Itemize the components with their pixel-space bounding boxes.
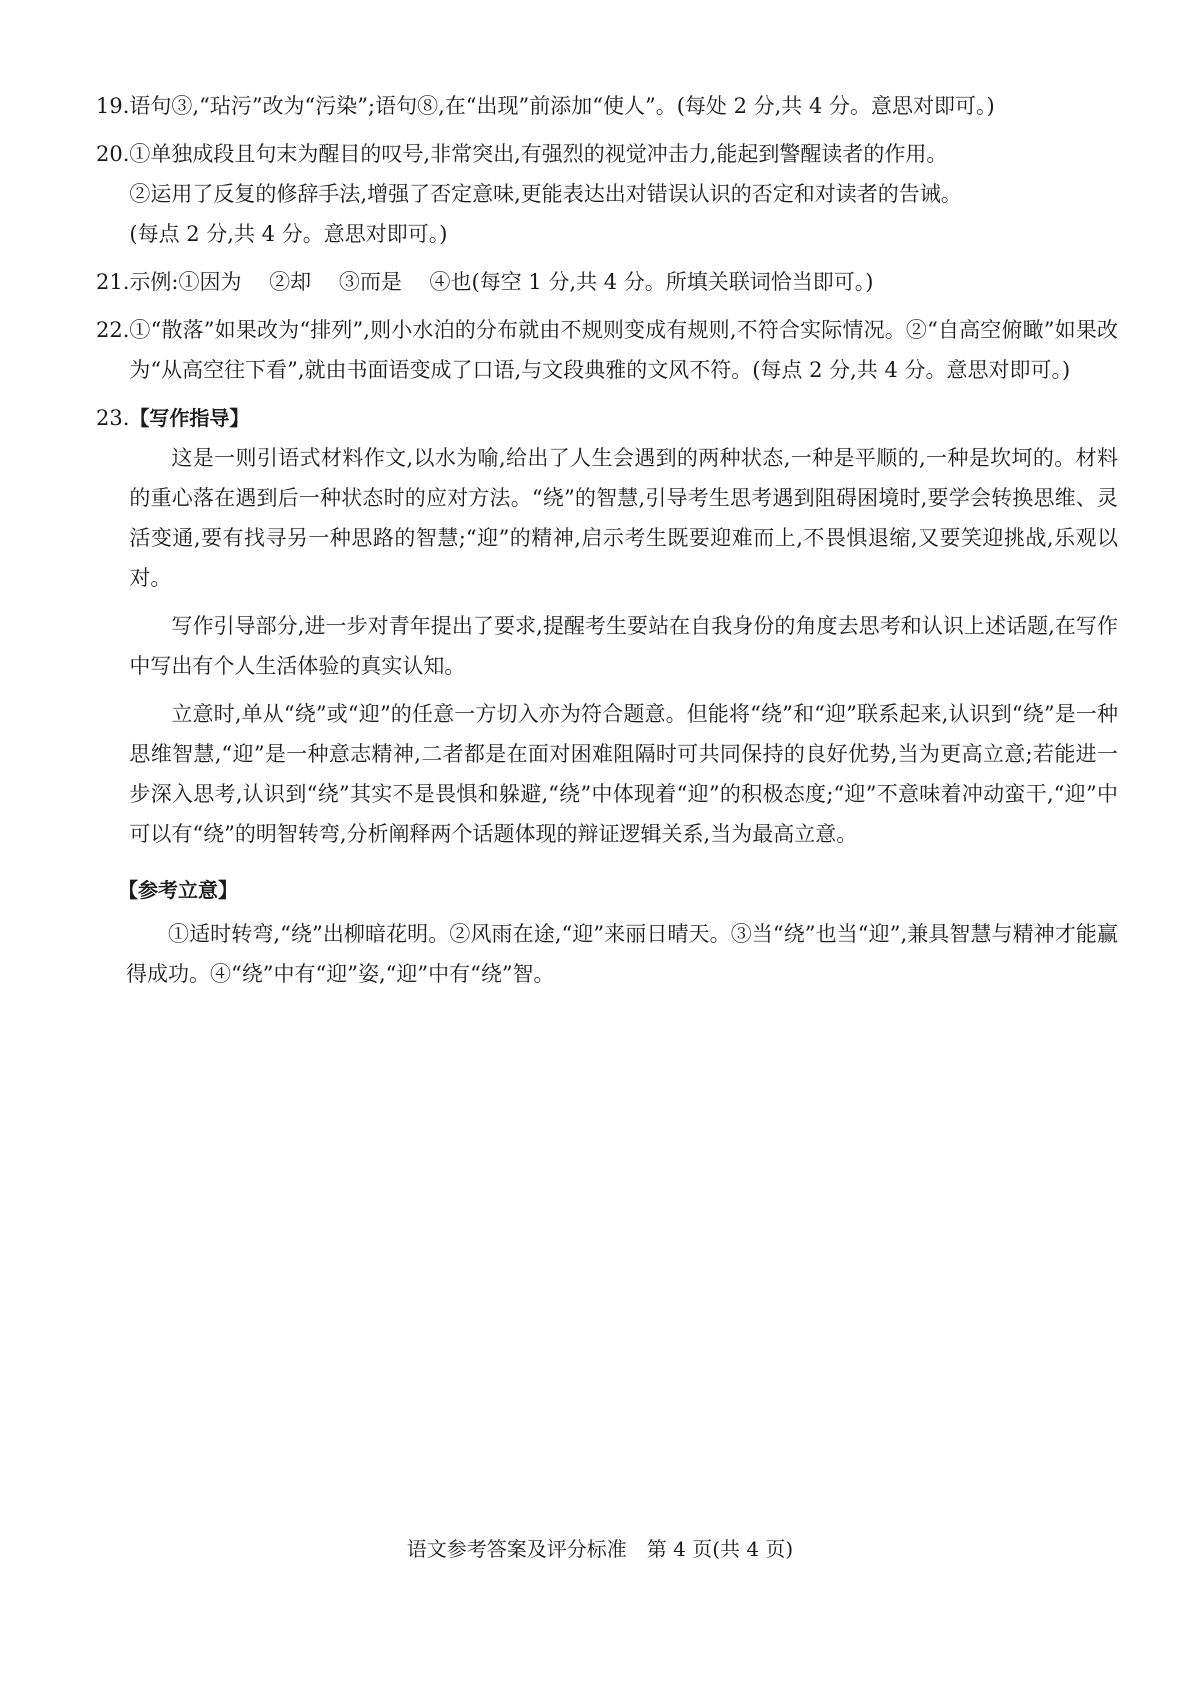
guidance-paragraph: 写作引导部分,进一步对青年提出了要求,提醒考生要站在自我身份的角度去思考和认识上述话题,在写作中写出有个人生活体验的真实认知。 <box>129 614 1118 678</box>
question-number: 23. <box>96 406 130 430</box>
answer-line: 示例:①因为 ②却 ③而是 ④也(每空 1 分,共 4 分。所填关联词恰当即可。) <box>129 270 874 294</box>
answer-body <box>129 310 1118 390</box>
reference-theme-heading: 【参考立意】 <box>118 878 238 902</box>
answer-23 <box>96 398 1118 862</box>
answer-20 <box>96 134 1118 254</box>
answer-body <box>129 262 1118 302</box>
answer-body <box>129 134 1118 254</box>
answer-page <box>96 86 1118 994</box>
guidance-paragraph: 这是一则引语式材料作文,以水为喻,给出了人生会遇到的两种状态,一种是平顺的,一种是坎坷的。材料的重心落在遇到后一种状态时的应对方法。“绕”的智慧,引导考生思考遇到阻碍困境时,要学会转换思维、灵活变通,要有找寻另一种思路的智慧;“迎”的精神,启示考生既要迎难而上,不畏惧退缩,又要笑迎挑战,乐观以对。 <box>129 446 1118 590</box>
writing-guidance-heading: 【写作指导】 <box>129 406 250 430</box>
answer-body <box>129 86 1118 126</box>
page-footer: 语文参考答案及评分标准 第 4 页(共 4 页) <box>406 1537 794 1561</box>
question-number: 21. <box>96 270 130 294</box>
question-number: 20. <box>96 142 130 166</box>
answer-line: 语句③,“玷污”改为“污染”;语句⑧,在“出现”前添加“使人”。(每处 2 分,共 4 分。意思对即可。) <box>129 94 995 118</box>
answer-line: (每点 2 分,共 4 分。意思对即可。) <box>129 222 448 246</box>
guidance-paragraph: 立意时,单从“绕”或“迎”的任意一方切入亦为符合题意。但能将“绕”和“迎”联系起来,认识到“绕”是一种思维智慧,“迎”是一种意志精神,二者都是在面对困难阻隔时可共同保持的良好优势,当为更高立意;若能进一步深入思考,认识到“绕”其实不是畏惧和躲避,“绕”中体现着“迎”的积极态度;“迎”不意味着冲动蛮干,“迎”中可以有“绕”的明智转弯,分析阐释两个话题体现的辩证逻辑关系,当为最高立意。 <box>129 702 1118 846</box>
answer-21 <box>96 262 1118 302</box>
answer-line: ②运用了反复的修辞手法,增强了否定意味,更能表达出对错误认识的否定和对读者的告诫。 <box>129 182 962 206</box>
answer-line: ①“散落”如果改为“排列”,则小水泊的分布就由不规则变成有规则,不符合实际情况。②“自高空俯瞰”如果改为“从高空往下看”,就由书面语变成了口语,与文段典雅的文风不符。(每点 2 分,共 4 分。意思对即可。) <box>129 318 1118 382</box>
answer-19 <box>96 86 1118 126</box>
reference-theme-text: ①适时转弯,“绕”出柳暗花明。②风雨在途,“迎”来丽日晴天。③当“绕”也当“迎”,兼具智慧与精神才能赢得成功。④“绕”中有“迎”姿,“迎”中有“绕”智。 <box>126 922 1118 986</box>
writing-guidance <box>129 398 1118 862</box>
question-number: 19. <box>96 94 130 118</box>
answer-line: ①单独成段且句末为醒目的叹号,非常突出,有强烈的视觉冲击力,能起到警醒读者的作用。 <box>129 142 948 166</box>
answer-22 <box>96 310 1118 390</box>
question-number: 22. <box>96 318 130 342</box>
